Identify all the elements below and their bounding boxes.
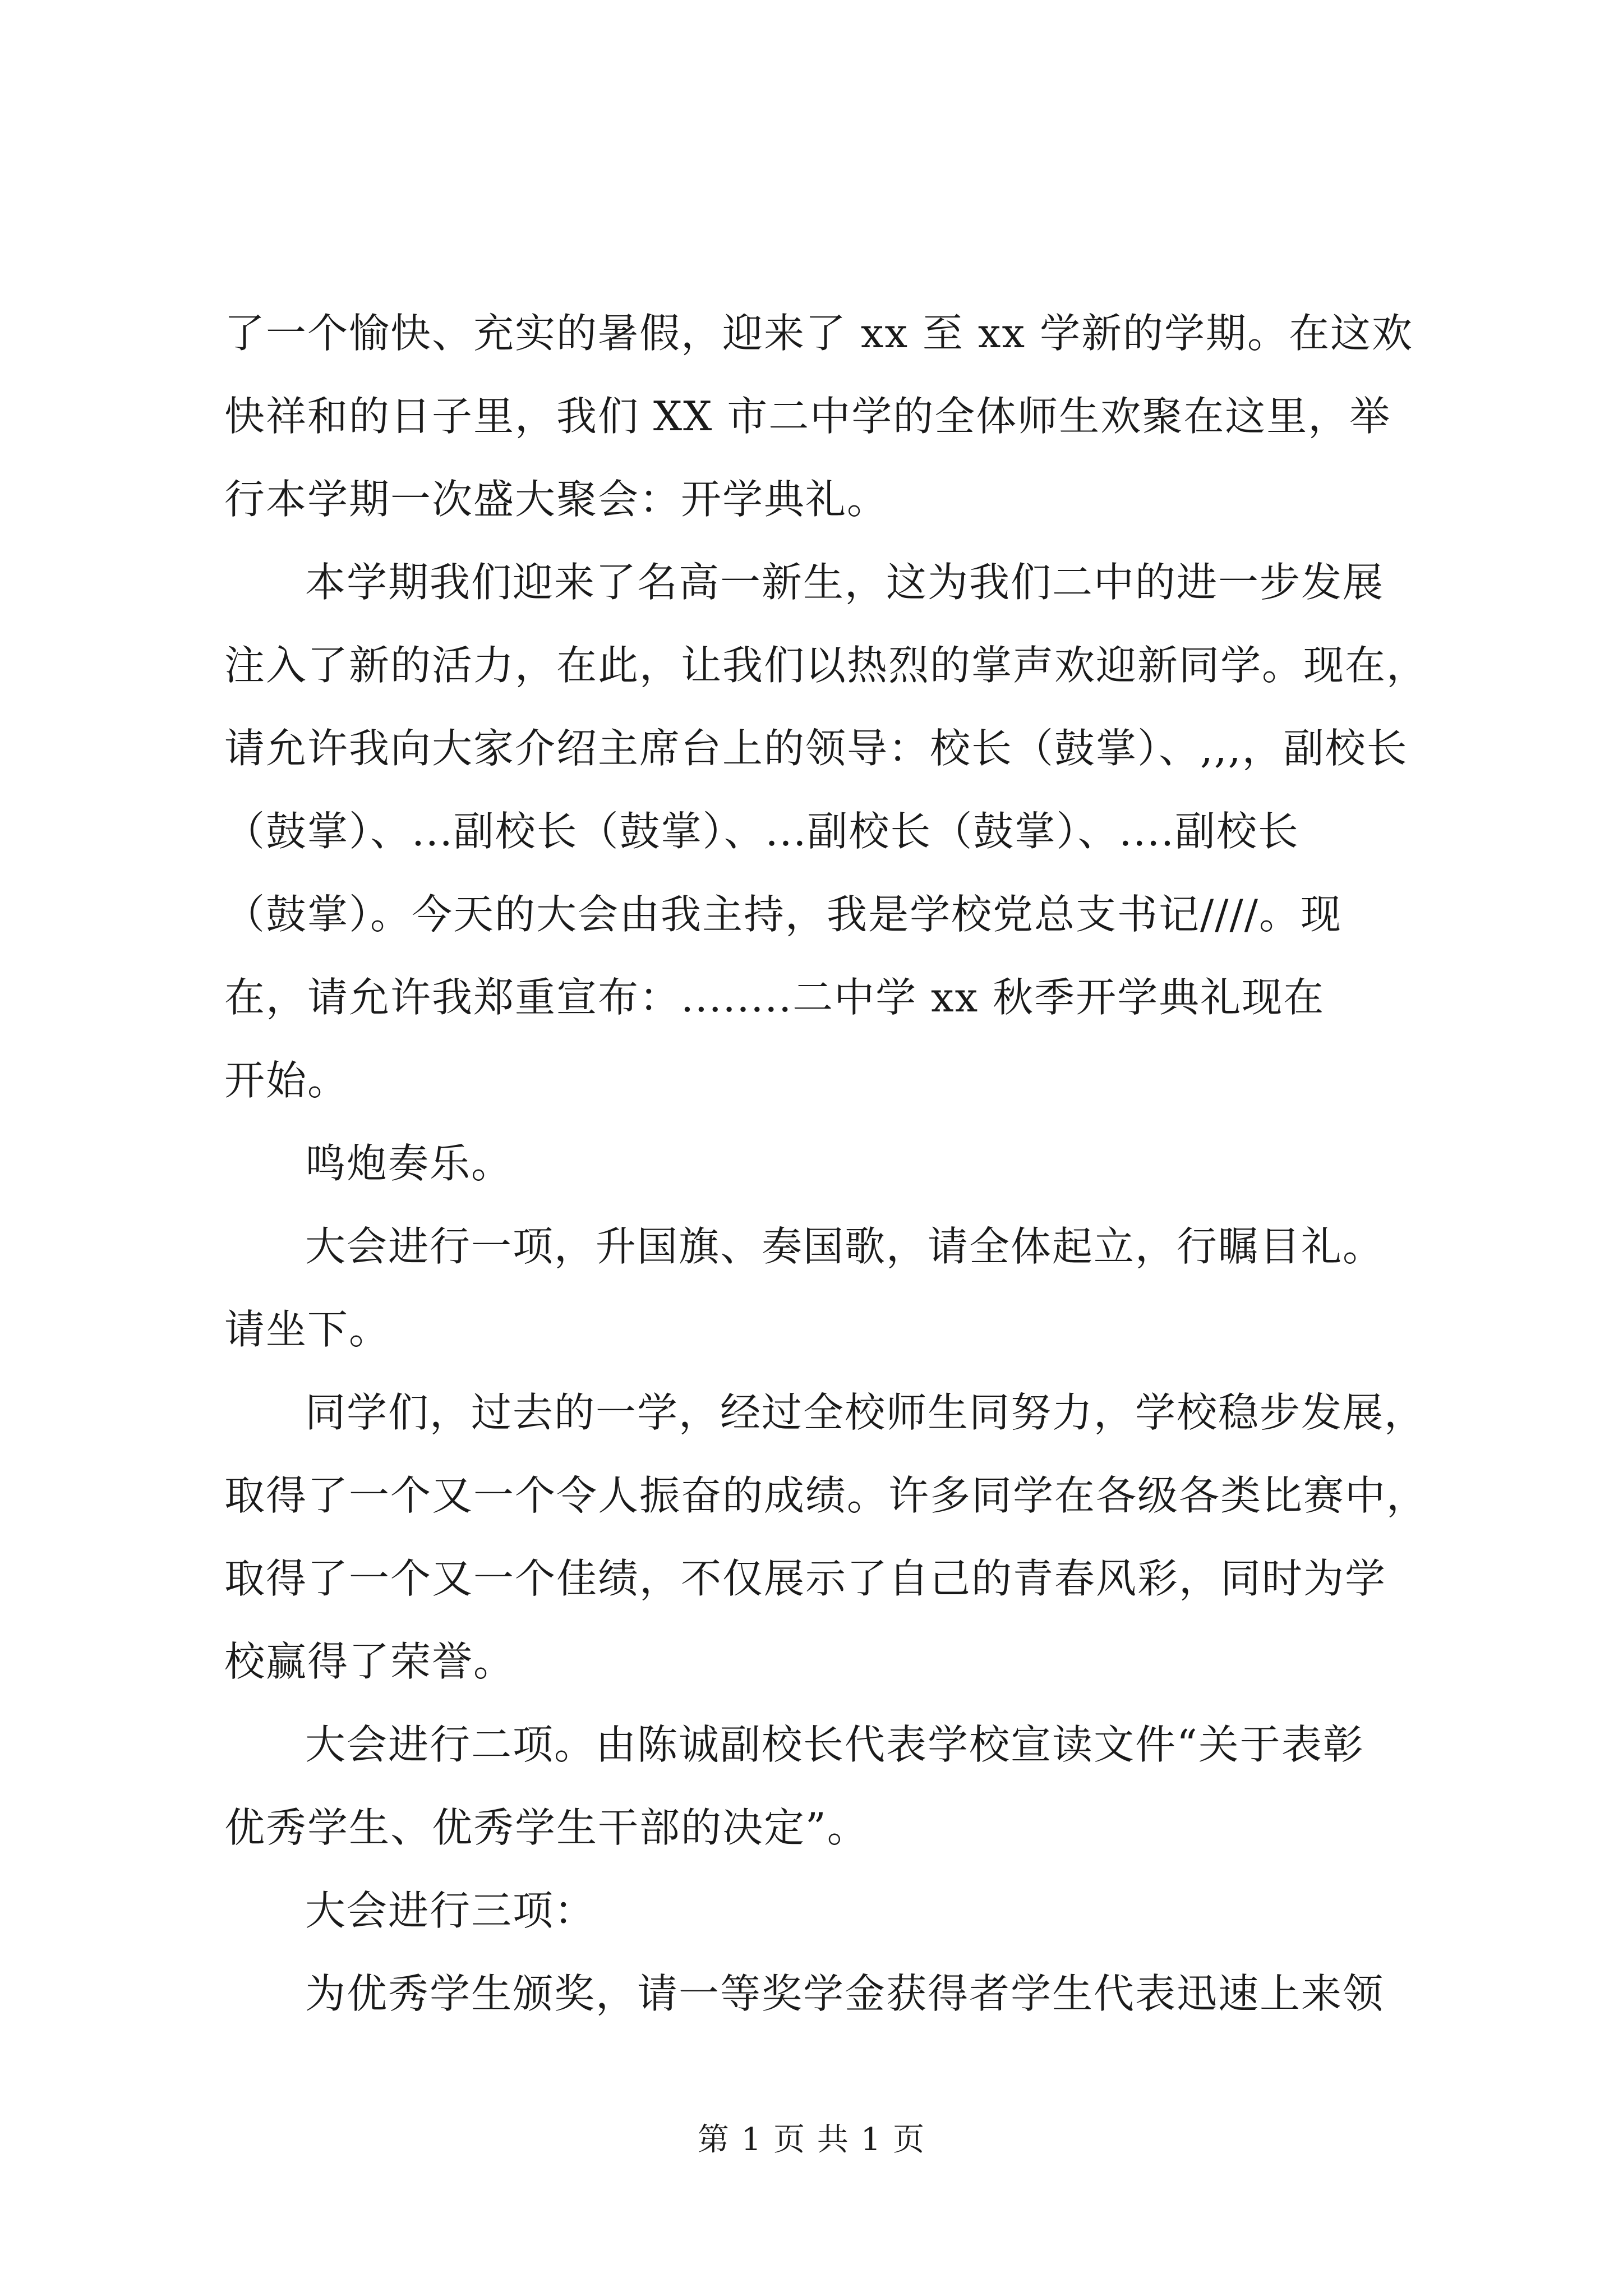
page-number-footer: 第 1 页 共 1 页 bbox=[697, 2122, 926, 2158]
text-line: 请坐下。 bbox=[224, 1306, 391, 1353]
text-line: 了一个愉快、充实的暑假，迎来了 xx 至 xx 学新的学期。在这欢 bbox=[224, 310, 1413, 357]
text-line: 快祥和的日子里，我们 XX 市二中学的全体师生欢聚在这里，举 bbox=[224, 393, 1391, 440]
text-line: 优秀学生、优秀学生干部的决定”。 bbox=[224, 1804, 869, 1851]
paragraph-start-line: 鸣炮奏乐。 bbox=[305, 1140, 513, 1187]
paragraph-start-line: 大会进行一项，升国旗、奏国歌，请全体起立，行瞩目礼。 bbox=[305, 1223, 1385, 1270]
text-line: 注入了新的活力，在此，让我们以热烈的掌声欢迎新同学。现在， bbox=[224, 642, 1428, 689]
paragraph-start-line: 同学们，过去的一学，经过全校师生同努力，学校稳步发展， bbox=[305, 1389, 1426, 1436]
paragraph-start-line: 大会进行二项。由陈诚副校长代表学校宣读文件“关于表彰 bbox=[305, 1721, 1364, 1768]
paragraph-start-line: 为优秀学生颁奖，请一等奖学金获得者学生代表迅速上来领 bbox=[305, 1970, 1385, 2017]
text-line: 开始。 bbox=[224, 1057, 349, 1104]
paragraph-start-line: 本学期我们迎来了名高一新生，这为我们二中的进一步发展 bbox=[305, 559, 1385, 606]
text-line: （鼓掌）。今天的大会由我主持，我是学校党总支书记////。现 bbox=[224, 891, 1343, 938]
text-line: 取得了一个又一个佳绩，不仅展示了自己的青春风彩，同时为学 bbox=[224, 1555, 1387, 1602]
text-line: 校赢得了荣誉。 bbox=[224, 1638, 515, 1685]
paragraph-start-line: 大会进行三项： bbox=[305, 1887, 596, 1934]
text-line: （鼓掌）、...副校长（鼓掌）、...副校长（鼓掌）、....副校长 bbox=[224, 808, 1299, 855]
text-line: 取得了一个又一个令人振奋的成绩。许多同学在各级各类比赛中， bbox=[224, 1472, 1428, 1519]
text-line: 请允许我向大家介绍主席台上的领导：校长（鼓掌）、,,,，副校长 bbox=[224, 725, 1408, 772]
text-line: 行本学期一次盛大聚会：开学典礼。 bbox=[224, 476, 889, 523]
text-line: 在，请允许我郑重宣布：........二中学 xx 秋季开学典礼现在 bbox=[224, 974, 1325, 1021]
document-body bbox=[224, 292, 1428, 2035]
